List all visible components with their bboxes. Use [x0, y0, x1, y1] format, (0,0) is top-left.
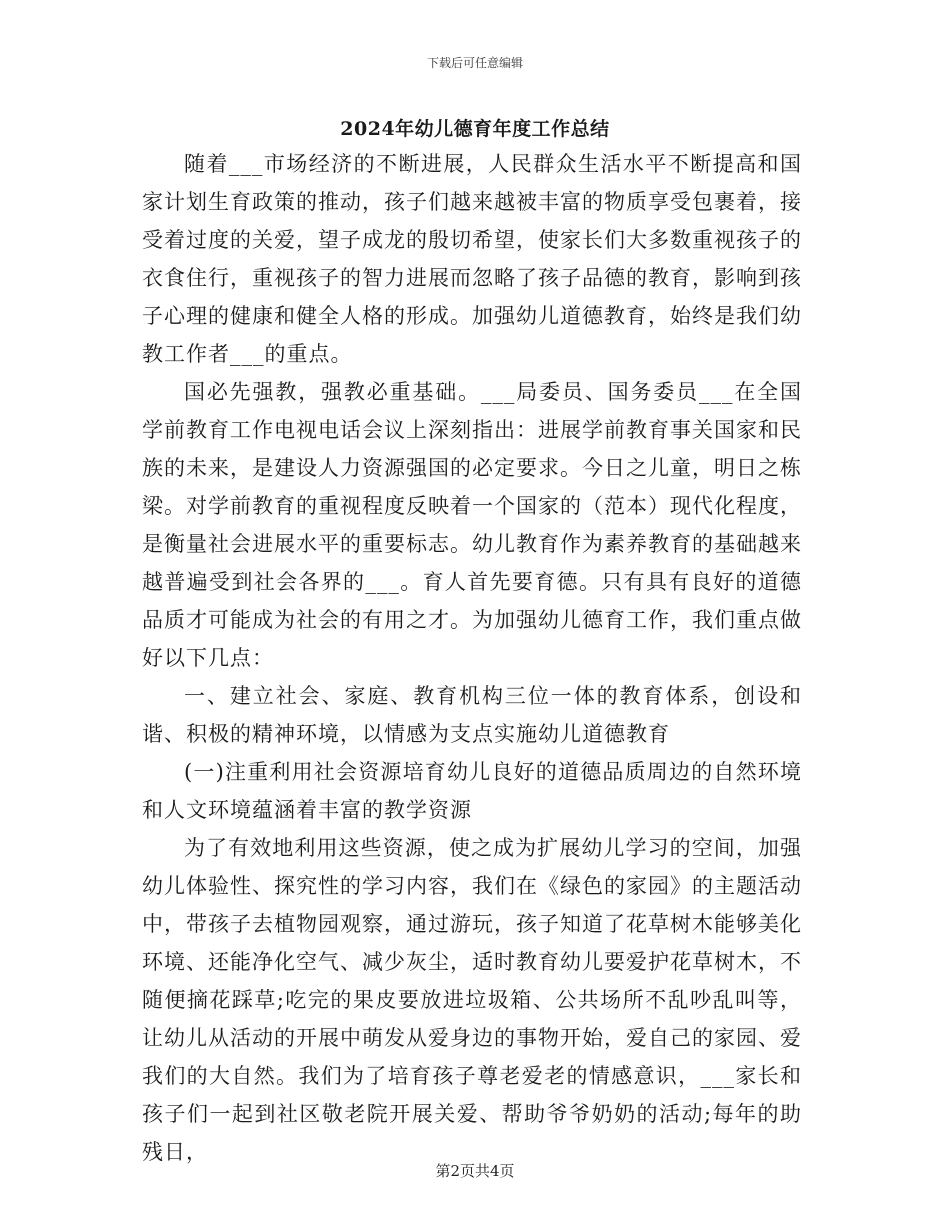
- paragraph-2: 国必先强教，强教必重基础。___局委员、国务委员___在全国学前教育工作电视电话会议上深刻指出：进展学前教育事关国家和民族的未来，是建设人力资源强国的必定要求。今日之儿童，明日之栋梁。对学前教育的重视程度反映着一个国家的（范本）现代化程度，是衡量社会进展水平的重要标志。幼儿教育作为素养教育的基础越来越普遍受到社会各界的___。育人首先要育德。只有具有良好的道德品质才可能成为社会的有用之才。为加强幼儿德育工作，我们重点做好以下几点：: [142, 380, 802, 670]
- document-body: [142, 145, 802, 1171]
- paragraph-3: 一、建立社会、家庭、教育机构三位一体的教育体系，创设和谐、积极的精神环境，以情感为支点实施幼儿道德教育: [142, 684, 802, 746]
- paragraph-5: 为了有效地利用这些资源，使之成为扩展幼儿学习的空间，加强幼儿体验性、探究性的学习内容，我们在《绿色的家园》的主题活动中，带孩子去植物园观察，通过游玩，孩子知道了花草树木能够美化环境、还能净化空气、减少灰尘，适时教育幼儿要爱护花草树木，不随便摘花踩草;吃完的果皮要放进垃圾箱、公共场所不乱吵乱叫等，让幼儿从活动的开展中萌发从爱身边的事物开始，爱自己的家园、爱我们的大自然。我们为了培育孩子尊老爱老的情感意识，___家长和孩子们一起到社区敬老院开展关爱、帮助爷爷奶奶的活动;每年的助残日，: [142, 836, 802, 1164]
- page-header-note: 下载后可任意编辑: [426, 56, 523, 70]
- document-title: 2024年幼儿德育年度工作总结: [340, 118, 610, 140]
- paragraph-4: (一)注重利用社会资源培育幼儿良好的道德品质周边的自然环境和人文环境蕴涵着丰富的教学资源: [142, 760, 802, 822]
- page-number: 第2页共4页: [435, 1162, 515, 1180]
- paragraph-1: 随着___市场经济的不断进展，人民群众生活水平不断提高和国家计划生育政策的推动，孩子们越来越被丰富的物质享受包裹着，接受着过度的关爱，望子成龙的殷切希望，使家长们大多数重视孩子的衣食住行，重视孩子的智力进展而忽略了孩子品德的教育，影响到孩子心理的健康和健全人格的形成。加强幼儿道德教育，始终是我们幼教工作者___的重点。: [142, 152, 802, 366]
